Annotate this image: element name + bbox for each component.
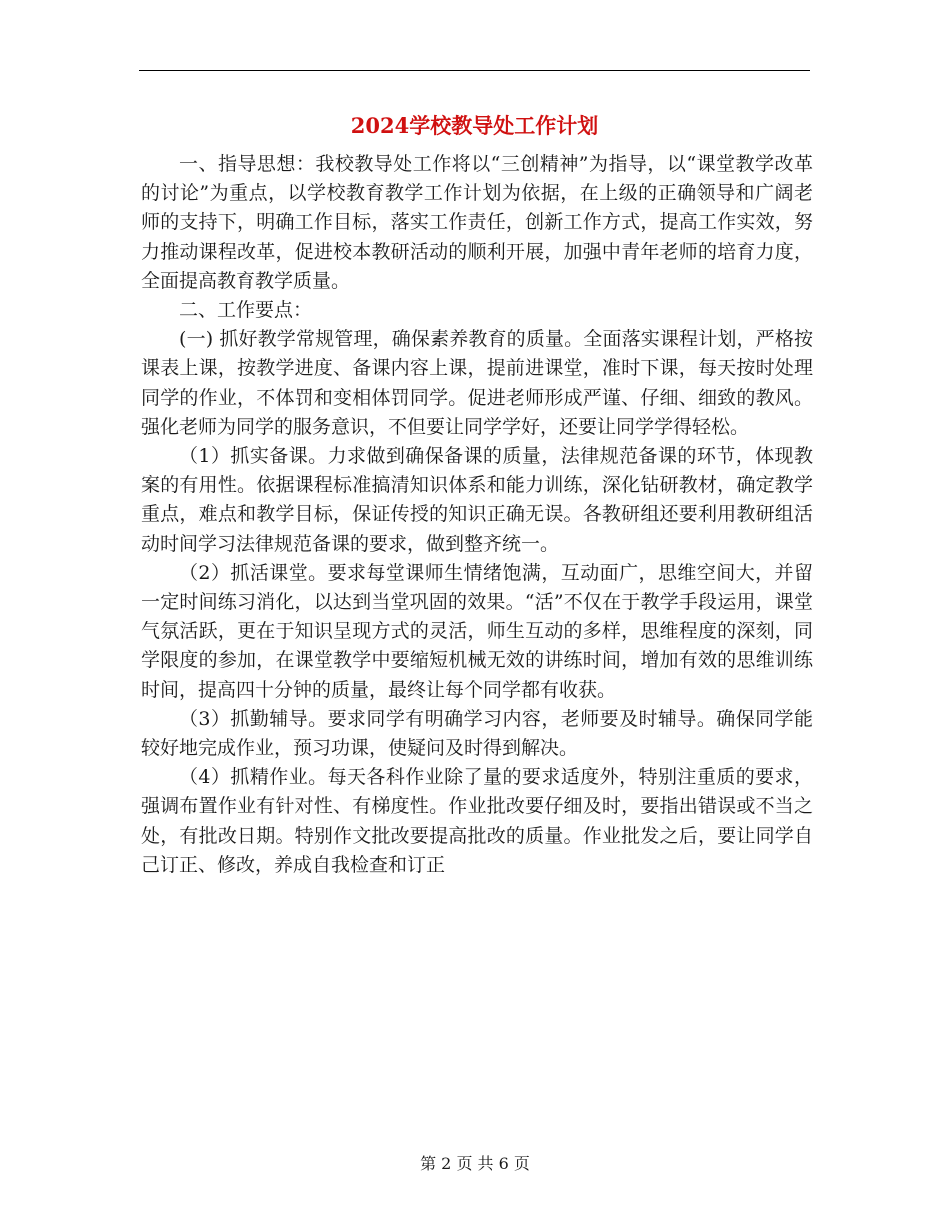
paragraph-homework: （4）抓精作业。每天各科作业除了量的要求适度外，特别注重质的要求，强调布置作业有针对性、有梯度性。作业批改要仔细及时，要指出错误或不当之处，有批改日期。特别作文批改要提高批改的质量。作业批发之后，要让同学自己订正、修改，养成自我检查和订正 [141,766,813,876]
paragraph-teaching-routine: (一) 抓好教学常规管理，确保素养教育的质量。全面落实课程计划，严格按课表上课，按教学进度、备课内容上课，提前进课堂，准时下课，每天按时处理同学的作业，不体罚和变相体罚同学。促进老师形成严谨、仔细、细致的教风。强化老师为同学的服务意识，不但要让同学学好，还要让同学学得轻松。 [141,328,813,438]
header-rule [139,70,810,71]
paragraph-work-points-heading: 二、工作要点： [179,299,313,322]
document-title: 2024学校教导处工作计划 [350,113,599,138]
paragraph-lesson-prep: （1）抓实备课。力求做到确保备课的质量，法律规范备课的环节，体现教案的有用性。依据课程标准搞清知识体系和能力训练，深化钻研教材，确定教学重点，难点和教学目标，保证传授的知识正确无误。各教研组还要利用教研组活动时间学习法律规范备课的要求，做到整齐统一。 [141,445,813,555]
paragraph-guiding-ideology: 一、指导思想：我校教导处工作将以“三创精神”为指导，以“课堂教学改革的讨论”为重点，以学校教育教学工作计划为依据，在上级的正确领导和广阔老师的支持下，明确工作目标，落实工作责任，创新工作方式，提高工作实效，努力推动课程改革，促进校本教研活动的顺利开展，加强中青年老师的培育力度，全面提高教育教学质量。 [141,153,813,292]
paragraph-active-classroom: （2）抓活课堂。要求每堂课师生情绪饱满，互动面广，思维空间大，并留一定时间练习消化，以达到当堂巩固的效果。“活”不仅在于教学手段运用，课堂气氛活跃，更在于知识呈现方式的灵活，师生互动的多样，思维程度的深刻，同学限度的参加，在课堂教学中要缩短机械无效的讲练时间，增加有效的思维训练时间，提高四十分钟的质量，最终让每个同学都有收获。 [141,561,813,701]
page-number-footer: 第 2 页 共 6 页 [420,1154,530,1173]
document-body [141,150,813,880]
paragraph-tutoring: （3）抓勤辅导。要求同学有明确学习内容，老师要及时辅导。确保同学能较好地完成作业，预习功课，使疑问及时得到解决。 [141,707,813,760]
